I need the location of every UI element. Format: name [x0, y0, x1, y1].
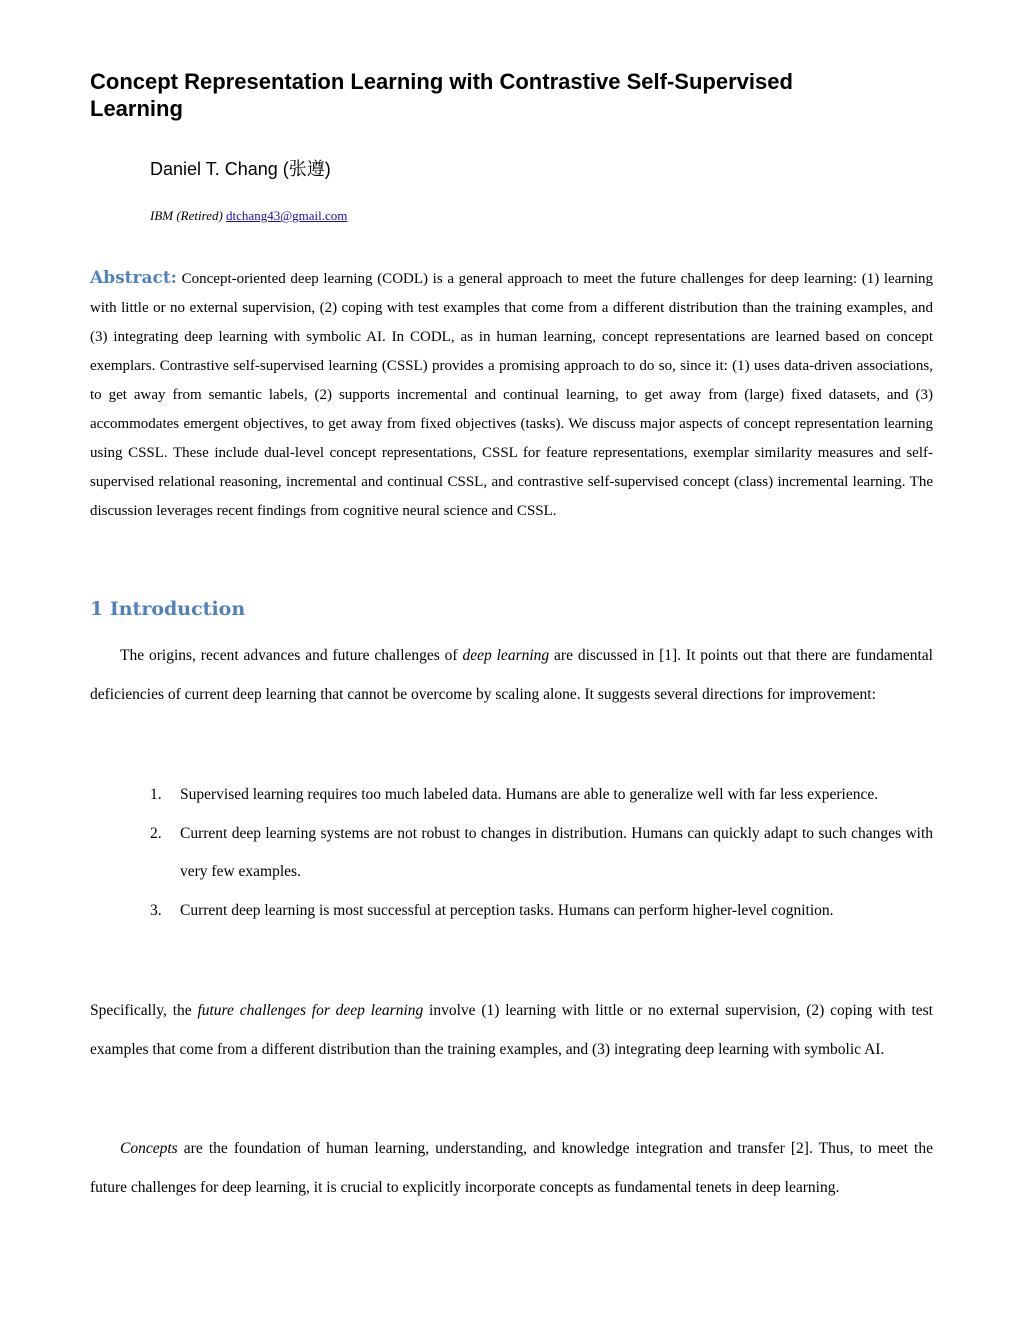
- affiliation: IBM (Retired): [150, 208, 223, 223]
- intro-paragraph-2: [90, 992, 933, 1069]
- intro-p1-emphasis: deep learning: [462, 647, 550, 664]
- list-item-text: Current deep learning systems are not robust to changes in distribution. Humans can quickly adapt to such changes with very few examples.: [180, 824, 933, 880]
- intro-p3-emphasis: Concepts: [120, 1140, 178, 1157]
- intro-p1-text-a: The origins, recent advances and future challenges of: [120, 647, 463, 664]
- list-item: [150, 892, 933, 931]
- list-item-number: 1.: [150, 786, 162, 803]
- intro-p1-text-b: are discussed in [1]. It points out that there are fundamental deficiencies of current deep learning that cannot be overcome by scaling alone. It suggests several directions for improvement:: [90, 647, 933, 703]
- intro-p2-text-b: involve (1) learning with little or no external supervision, (2) coping with test examples that come from a different distribution than the training examples, and (3) integrating deep learning with symbolic AI.: [90, 1002, 933, 1058]
- email-link[interactable]: dtchang43@gmail.com: [226, 208, 348, 223]
- abstract: [90, 264, 933, 526]
- intro-paragraph-3: [90, 1130, 933, 1207]
- intro-p2-text-a: Specifically, the: [90, 1002, 198, 1019]
- intro-p2-emphasis: future challenges for deep learning: [197, 1002, 424, 1019]
- deficiency-list: [150, 776, 933, 930]
- list-item-number: 2.: [150, 824, 162, 842]
- list-item-text: Supervised learning requires too much labeled data. Humans are able to generalize well with far less experience.: [180, 786, 879, 803]
- author-name: Daniel T. Chang (张遵): [150, 159, 331, 179]
- abstract-label: Abstract:: [90, 268, 177, 288]
- list-item: [150, 776, 933, 815]
- affiliation-line: [150, 208, 347, 224]
- abstract-text: Concept-oriented deep learning (CODL) is a general approach to meet the future challenges for deep learning: (1) learning with little or no external supervision, (2) coping with test examples that come from a different distribution than the training examples, and (3) integrating deep learning with symbolic AI. In CODL, as in human learning, concept representations are learned based on concept exemplars. Contrastive self-supervised learning (CSSL) provides a promising approach to do so, since it: (1) uses data-driven associations, to get away from semantic labels, (2) supports incremental and continual learning, to get away from (large) fixed datasets, and (3) accommodates emergent objectives, to get away from fixed objectives (tasks). We discuss major aspects of concept representation learning using CSSL. These include dual-level concept representations, CSSL for feature representations, exemplar similarity measures and self-supervised relational reasoning, incremental and continual CSSL, and contrastive self-supervised concept (class) incremental learning. The discussion leverages recent findings from cognitive neural science and CSSL.: [90, 271, 934, 519]
- section-heading-introduction: 1 Introduction: [90, 598, 246, 620]
- paper-title: Concept Representation Learning with Contrastive Self-Supervised Learning: [90, 69, 793, 121]
- list-item-number: 3.: [150, 901, 162, 919]
- list-item: [150, 815, 933, 892]
- list-item-text: Current deep learning is most successful at perception tasks. Humans can perform higher-level cognition.: [180, 901, 834, 919]
- intro-paragraph-1: [90, 637, 933, 714]
- intro-p3-text: are the foundation of human learning, understanding, and knowledge integration and transfer [2]. Thus, to meet the future challenges for deep learning, it is crucial to explicitly incorporate concepts as fundamental tenets in deep learning.: [90, 1140, 933, 1196]
